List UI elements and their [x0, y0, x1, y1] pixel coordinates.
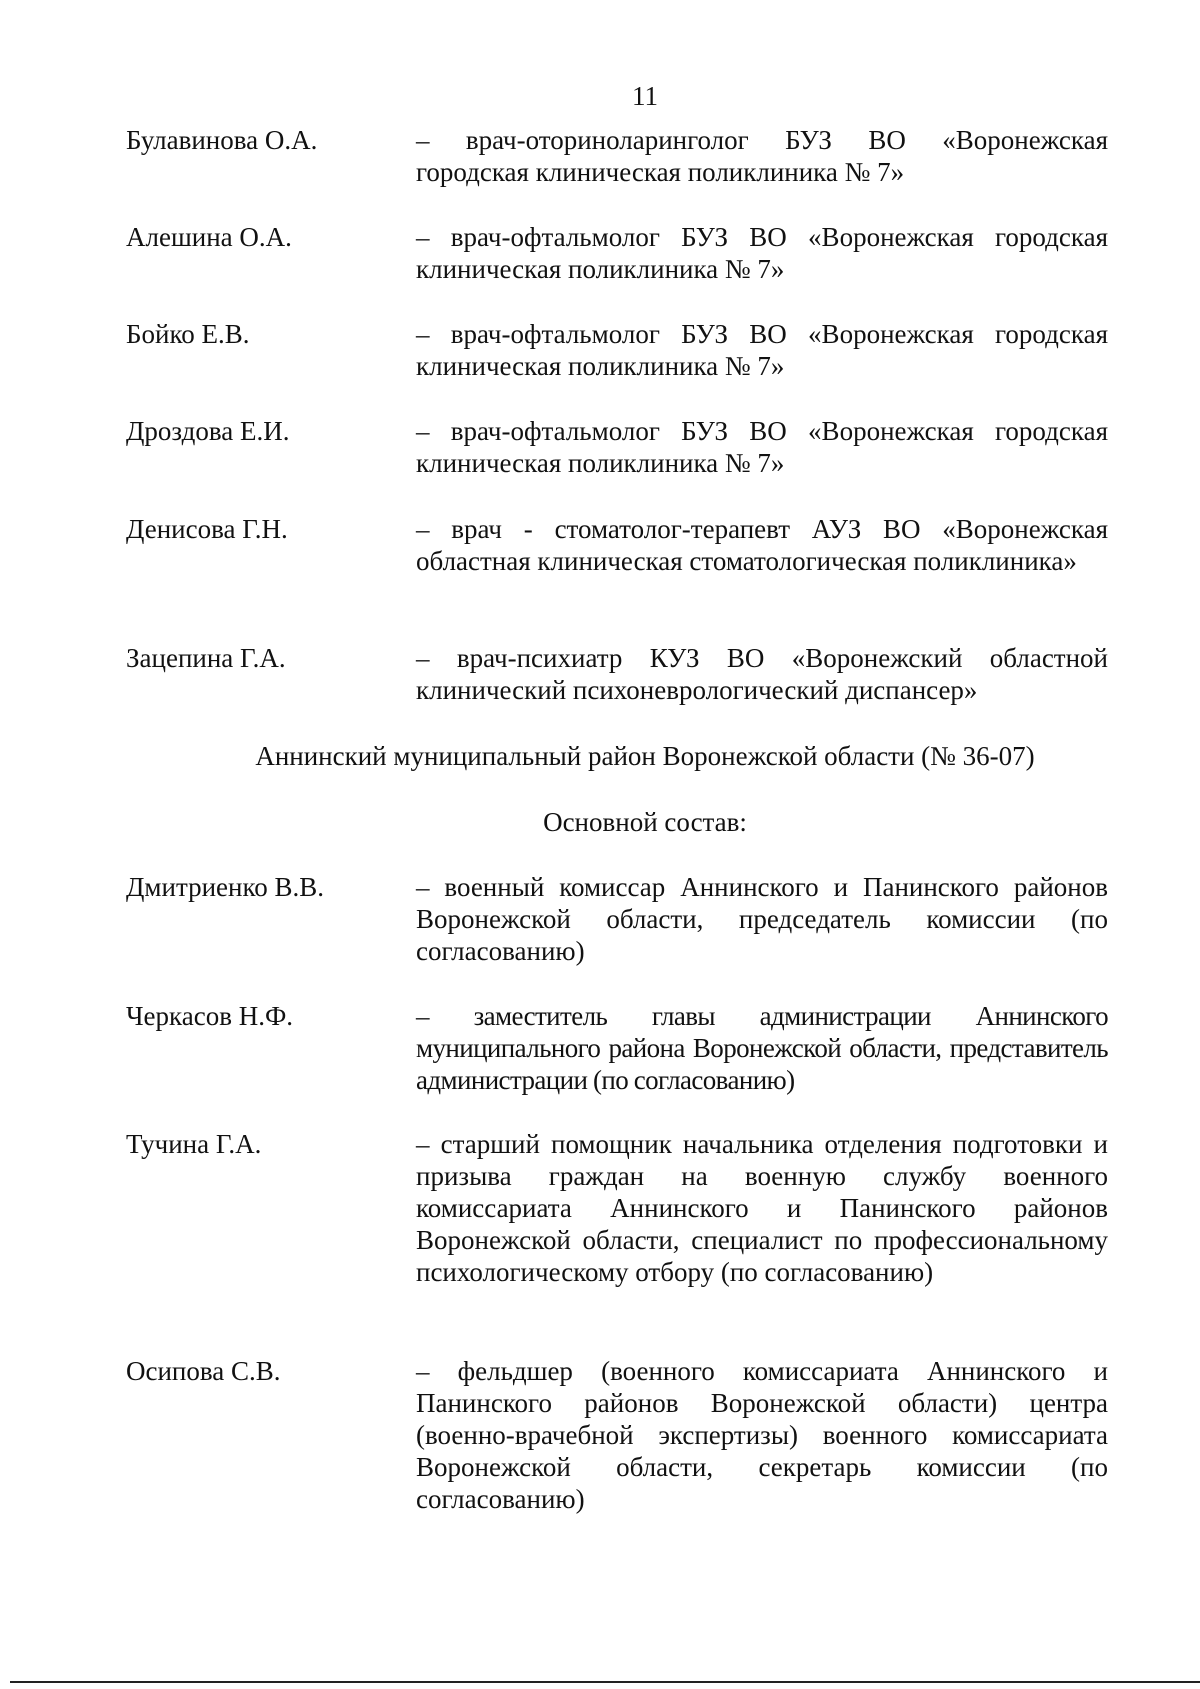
member-name: Денисова Г.Н.: [126, 514, 288, 544]
member-role: – врач-психиатр КУЗ ВО «Воронежский областной клинический психоневрологический диспансер»: [416, 643, 1108, 705]
member-name: Дмитриенко В.В.: [126, 872, 324, 902]
member-name: Алешина О.А.: [126, 222, 292, 252]
member-role: – врач-офтальмолог БУЗ ВО «Воронежская городская клиническая поликлиника № 7»: [416, 222, 1108, 284]
member-role: – врач-офтальмолог БУЗ ВО «Воронежская городская клиническая поликлиника № 7»: [416, 319, 1108, 381]
member-role: – старший помощник начальника отделения подготовки и призыва граждан на военную службу военного комиссариата Аннинского и Панинского районов Воронежской области, специалист по профессиональному психологическому отбору (по согласованию): [416, 1129, 1108, 1287]
member-role: – военный комиссар Аннинского и Панинского районов Воронежской области, председатель комиссии (по согласованию): [416, 872, 1108, 966]
member-role: – заместитель главы администрации Аннинского муниципального района Воронежской области, представитель администрации (по согласованию): [416, 1001, 1108, 1095]
member-name: Черкасов Н.Ф.: [126, 1001, 294, 1031]
composition-heading: Основной состав:: [543, 807, 747, 837]
page-number: 11: [632, 81, 658, 111]
member-name: Булавинова О.А.: [126, 125, 318, 155]
member-role: – фельдшер (военного комиссариата Аннинского и Панинского районов Воронежской области) центра (военно-врачебной экспертизы) военного комиссариата Воронежской области, секретарь комиссии (по согласованию): [416, 1356, 1108, 1514]
member-role: – врач - стоматолог-терапевт АУЗ ВО «Воронежская областная клиническая стоматологическая поликлиника»: [416, 514, 1108, 576]
page-bottom-rule: [10, 1681, 1200, 1683]
district-heading: Аннинский муниципальный район Воронежской области (№ 36-07): [255, 741, 1035, 771]
member-name: Тучина Г.А.: [126, 1129, 262, 1159]
member-name: Зацепина Г.А.: [126, 643, 286, 673]
member-name: Дроздова Е.И.: [126, 416, 290, 446]
member-name: Осипова С.В.: [126, 1356, 281, 1386]
member-role: – врач-офтальмолог БУЗ ВО «Воронежская городская клиническая поликлиника № 7»: [416, 416, 1108, 478]
member-role: – врач-оториноларинголог БУЗ ВО «Воронежская городская клиническая поликлиника № 7»: [416, 125, 1108, 187]
member-name: Бойко Е.В.: [126, 319, 250, 349]
